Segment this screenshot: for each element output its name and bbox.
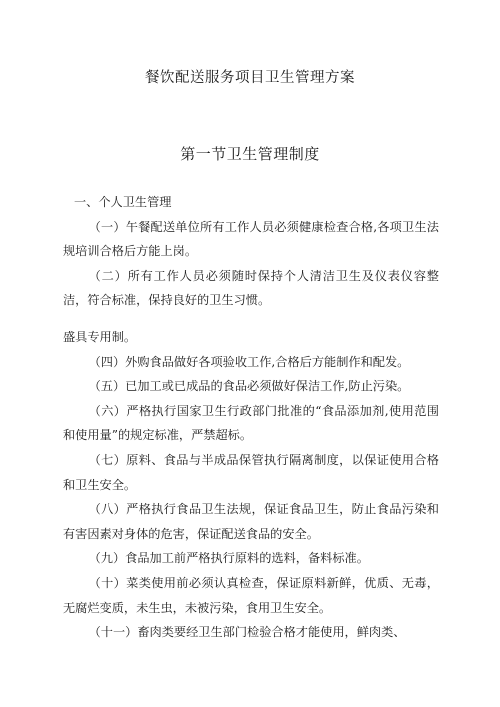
paragraph-6: （六）严格执行国家卫生行政部门批准的“食品添加剂,使用范围和使用量”的规定标准，严禁超标。: [63, 403, 439, 443]
paragraph-1: （一）午餐配送单位所有工作人员必须健康检查合格,各项卫生法规培训合格后方能上岗。: [63, 219, 439, 259]
paragraph-8: （八）严格执行食品卫生法规，保证食品卫生，防止食品污染和有害因素对身体的危害，保证配送食品的安全。: [63, 502, 439, 541]
document-body: [63, 190, 439, 645]
section-title: 第一节卫生管理制度: [180, 145, 320, 163]
paragraph-11: （十一）畜肉类要经卫生部门检验合格才能使用，鲜肉类、: [88, 625, 406, 640]
paragraph-10: （十）菜类使用前必须认真检查，保证原料新鲜，优质、无毒，无腐烂变质，未生虫，未被污染，食用卫生安全。: [63, 575, 439, 615]
paragraph-gap: [63, 313, 439, 325]
paragraph-5: （五）已加工或已成品的食品必须做好保洁工作,防止污染。: [88, 379, 410, 394]
document-title: 餐饮配送服务项目卫生管理方案: [145, 70, 355, 86]
paragraph-7: （七）原料、食品与半成品保管执行隔离制度，以保证使用合格和卫生安全。: [63, 452, 439, 492]
paragraph-orphan-line: 盛具专用制。: [63, 329, 137, 344]
heading-personal-hygiene: 一、个人卫生管理: [73, 195, 172, 209]
paragraph-2: （二）所有工作人员必须随时保持个人清洁卫生及仪表仪容整洁，符合标准，保持良好的卫生习惯。: [63, 268, 439, 308]
paragraph-9: （九）食品加工前严格执行原料的选料，备料标准。: [88, 551, 369, 566]
paragraph-4: （四）外购食品做好各项验收工作,合格后方能制作和配发。: [88, 354, 410, 369]
